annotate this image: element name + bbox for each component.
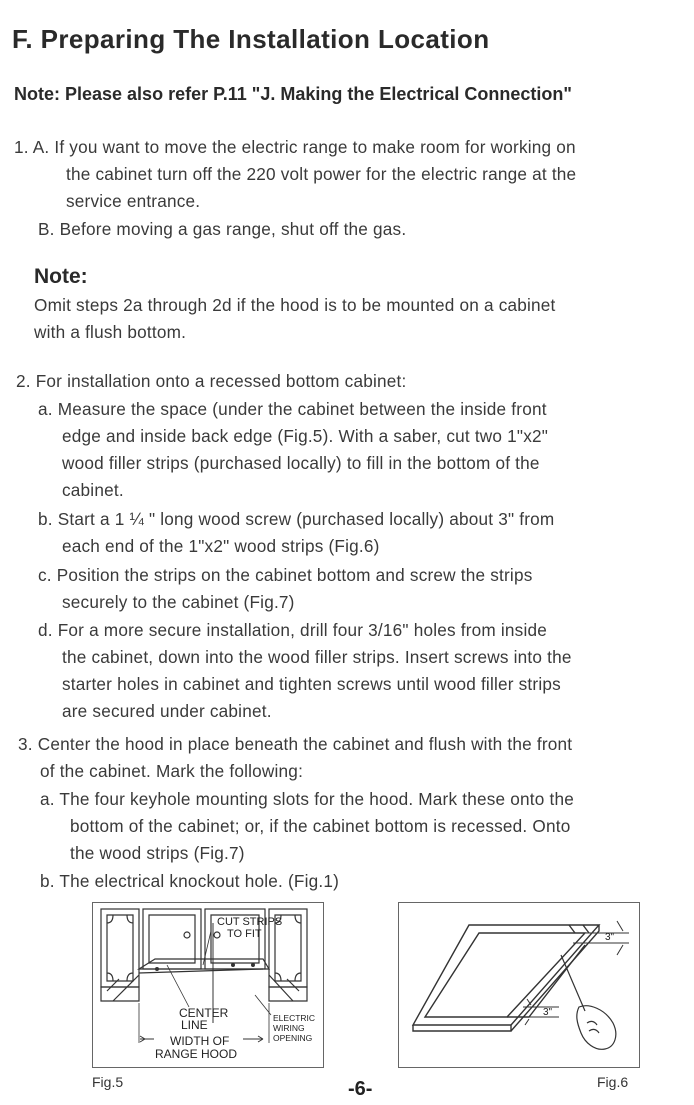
step-2d-line-4: are secured under cabinet. xyxy=(62,701,272,721)
page-title: F. Preparing The Installation Location xyxy=(12,24,490,54)
fig5-label-wiring: WIRING xyxy=(273,1023,305,1033)
step-3a-line-2: bottom of the cabinet; or, if the cabinet bottom is recessed. Onto xyxy=(70,816,571,836)
fig6-caption: Fig.6 xyxy=(597,1074,629,1090)
page-number: -6- xyxy=(348,1078,373,1100)
reference-note: Note: Please also refer P.11 "J. Making the Electrical Connection" xyxy=(14,84,572,104)
fig5-label-center: CENTER xyxy=(179,1006,229,1020)
step-2c-line-2: securely to the cabinet (Fig.7) xyxy=(62,592,295,612)
fig5-illustration xyxy=(93,903,323,1067)
fig5-label-cut-strips: CUT STRIPS xyxy=(217,916,283,928)
fig5-label-to-fit: TO FIT xyxy=(227,928,262,940)
note-line-1: Omit steps 2a through 2d if the hood is to be mounted on a cabinet xyxy=(34,295,556,315)
note-heading: Note: xyxy=(34,265,88,288)
fig5-label-electric: ELECTRIC xyxy=(273,1013,316,1023)
step-1a-line-1: 1. A. If you want to move the electric range to make room for working on xyxy=(14,137,576,157)
step-3a-line-3: the wood strips (Fig.7) xyxy=(70,843,245,863)
fig5-label-opening: OPENING xyxy=(273,1033,313,1043)
step-2a-line-1: a. Measure the space (under the cabinet between the inside front xyxy=(38,399,547,419)
fig5-label-line: LINE xyxy=(181,1018,208,1032)
step-1b: B. Before moving a gas range, shut off the gas. xyxy=(38,219,407,239)
step-3b: b. The electrical knockout hole. (Fig.1) xyxy=(40,871,340,891)
note-line-2: with a flush bottom. xyxy=(34,322,187,342)
step-1a-line-2: the cabinet turn off the 220 volt power for the electric range at the xyxy=(66,164,577,184)
fig6-illustration xyxy=(399,903,639,1067)
figure-5 xyxy=(92,902,324,1068)
step-2d-line-2: the cabinet, down into the wood filler strips. Insert screws into the xyxy=(62,647,572,667)
step-2a-line-4: cabinet. xyxy=(62,480,124,500)
step-2a-line-3: wood filler strips (purchased locally) to fill in the bottom of the xyxy=(62,453,540,473)
fig5-label-width-of: WIDTH OF xyxy=(170,1034,230,1048)
step-2d-line-1: d. For a more secure installation, drill four 3/16" holes from inside xyxy=(38,620,548,640)
step-2d-line-3: starter holes in cabinet and tighten screws until wood filler strips xyxy=(62,674,561,694)
step-2c-line-1: c. Position the strips on the cabinet bottom and screw the strips xyxy=(38,565,533,585)
step-3a-line-1: a. The four keyhole mounting slots for the hood. Mark these onto the xyxy=(40,789,574,809)
step-3-intro-line-1: 3. Center the hood in place beneath the cabinet and flush with the front xyxy=(18,734,573,754)
fig5-caption: Fig.5 xyxy=(92,1074,124,1090)
fig6-dim-bottom: 3" xyxy=(543,1007,553,1018)
step-2a-line-2: edge and inside back edge (Fig.5). With a saber, cut two 1"x2" xyxy=(62,426,549,446)
figure-6 xyxy=(398,902,640,1068)
step-2b-line-2: each end of the 1"x2" wood strips (Fig.6) xyxy=(62,536,380,556)
step-3-intro-line-2: of the cabinet. Mark the following: xyxy=(40,761,304,781)
step-2b-line-1: b. Start a 1 ¼ " long wood screw (purchased locally) about 3" from xyxy=(38,509,555,529)
fig6-dim-top: 3" xyxy=(605,932,615,943)
step-1a-line-3: service entrance. xyxy=(66,191,201,211)
step-2-intro: 2. For installation onto a recessed bottom cabinet: xyxy=(16,371,407,391)
fig5-label-range-hood: RANGE HOOD xyxy=(155,1047,238,1061)
